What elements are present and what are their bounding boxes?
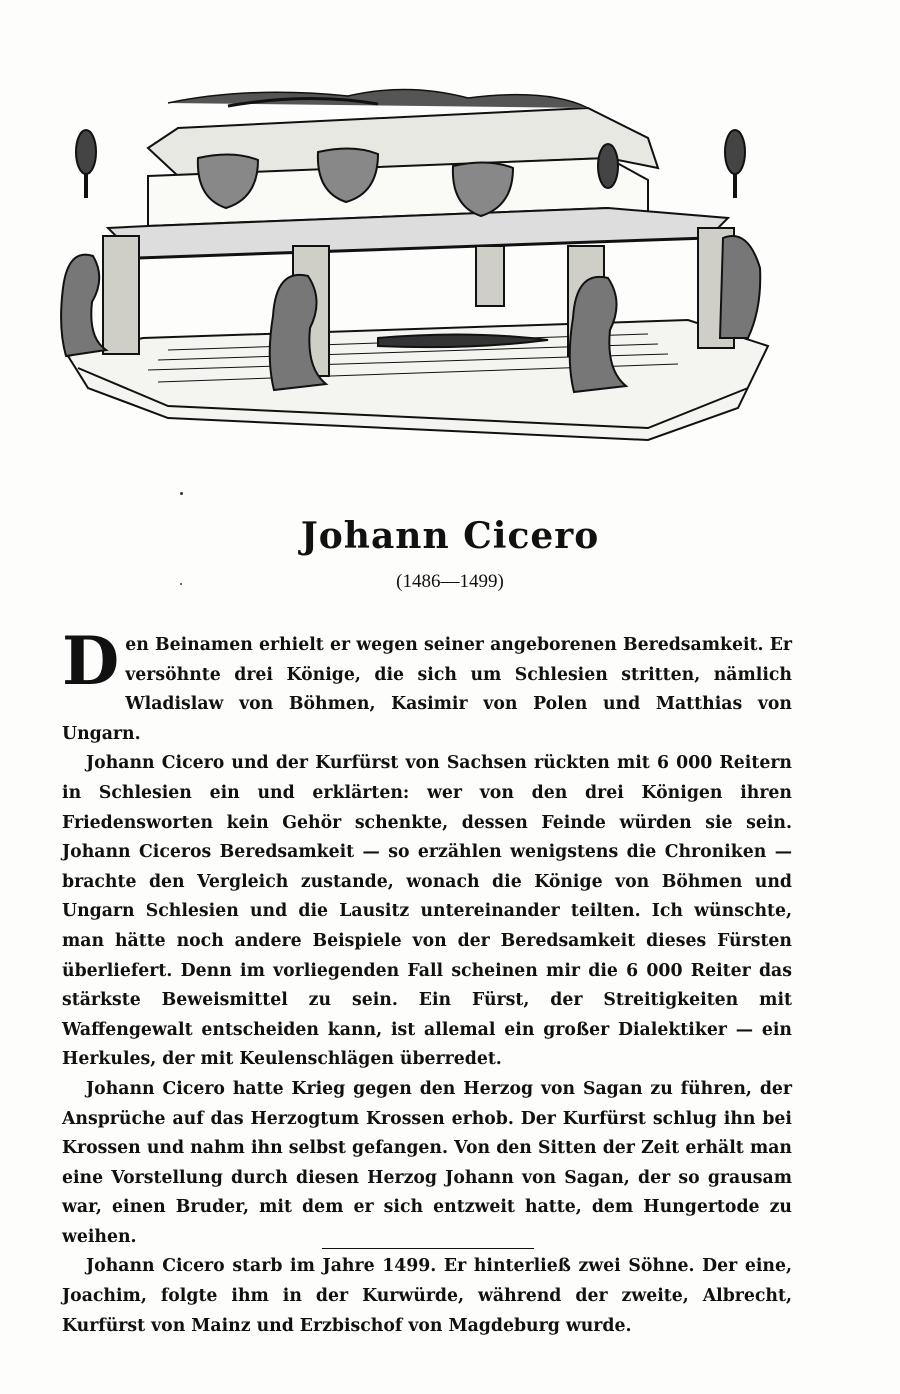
paragraph: Johann Cicero und der Kurfürst von Sachsen rückten mit 6 000 Reitern in Schlesien ein und erklärten: wer von den drei Königen ihren Friedensworten kein Gehör schenkte, dessen Feinde würden sie sein. Johann Ciceros Beredsamkeit — so erzählen wenigstens die Chroniken — brachte den Vergleich zustande, wonach die Könige von Böhmen und Ungarn Schlesien und die Lausitz untereinander teilten. Ich wünschte, man hätte noch andere Beispiele von der Beredsamkeit dieses Fürsten überliefert. Denn im vorliegenden Fall scheinen mir die 6 000 Reiter das stärkste Beweismittel zu sein. Ein Fürst, der Streitigkeiten mit Waffengewalt entscheiden kann, ist allemal ein großer Dialektiker — ein Herkules, der mit Keulenschlägen überredet. (62, 753, 792, 1070)
paragraph-text: en Beinamen erhielt er wegen seiner angeborenen Beredsamkeit. Er versöhnte drei Könige, die sich um Schlesien stritten, nämlich Wladislaw von Böhmen, Kasimir von Polen und Matthias von Ungarn. (62, 635, 792, 744)
end-rule (322, 1248, 534, 1249)
page-title: Johann Cicero (300, 515, 600, 557)
tomb-engraving (48, 88, 773, 443)
paragraph (62, 622, 792, 749)
print-speck (180, 492, 183, 495)
paragraph: Johann Cicero hatte Krieg gegen den Herzog von Sagan zu führen, der Ansprüche auf das Herzogtum Krossen erhob. Der Kurfürst schlug ihn bei Krossen und nahm ihn selbst gefangen. Von den Sitten der Zeit erhält man eine Vorstellung durch diesen Herzog Johann von Sagan, der so grausam war, einen Bruder, mit dem er sich entzweit hatte, dem Hungertode zu weihen. (62, 1078, 792, 1247)
tomb-illustration (48, 88, 773, 443)
paragraph: Johann Cicero starb im Jahre 1499. Er hinterließ zwei Söhne. Der eine, Joachim, folgte ihm in der Kurwürde, während der zweite, Albrecht, Kurfürst von Mainz und Erzbischof von Magdeburg wurde. (62, 1256, 792, 1336)
drop-cap: D (62, 622, 120, 700)
reign-dates: (1486—1499) (396, 571, 504, 592)
body-text (62, 622, 792, 1341)
